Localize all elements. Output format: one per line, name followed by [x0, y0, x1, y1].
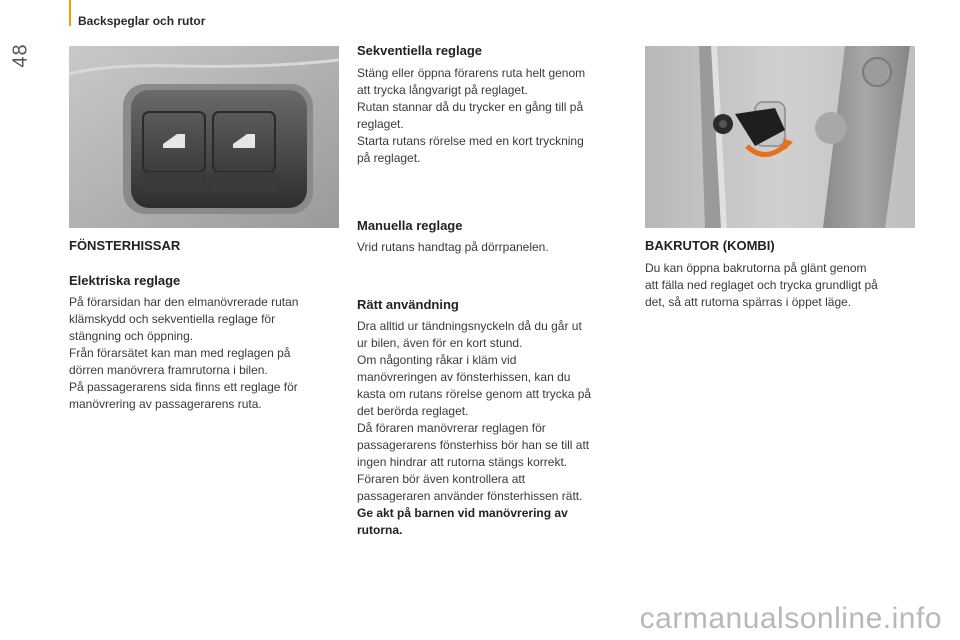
watermark: carmanualsonline.info: [639, 602, 942, 635]
fonsterhissar-heading: FÖNSTERHISSAR: [69, 238, 181, 253]
ratt-anvandning-text: Dra alltid ur tändningsnyckeln då du går ut ur bilen, även för en kort stund. Om någonting råkar i kläm vid manövreringen av fönsterhissen, kan du kasta om rutans rörelse genom att trycka på det berörda reglaget. Då föraren manövrerar reglagen för passagerarens fönsterhiss bör han se till att ingen hindrar att rutorna stängs korrekt. Föraren bör även kontrollera att passageraren använder fönsterhissen rätt. Ge akt på barnen vid manövrering av rutorna.: [357, 318, 632, 539]
window-switch-photo: [69, 46, 339, 228]
manuella-reglage-text: Vrid rutans handtag på dörrpanelen.: [357, 240, 549, 254]
rear-window-latch-photo: [645, 46, 915, 228]
sekventiella-reglage-text: Stäng eller öppna förarens ruta helt genom att trycka långvarigt på reglaget. Rutan stannar då du trycker en gång till på reglaget. Starta rutans rörelse med en kort tryckning på reglaget.: [357, 66, 586, 165]
manuella-reglage-heading: Manuella reglage: [357, 218, 463, 233]
child-safety-warning-line-2: rutorna.: [357, 523, 403, 537]
child-safety-warning-line-1: Ge akt på barnen vid manövrering av: [357, 506, 568, 520]
section-accent-bar: [69, 0, 71, 26]
elektriska-reglage-heading: Elektriska reglage: [69, 273, 181, 288]
bakrutor-heading: BAKRUTOR (KOMBI): [645, 238, 775, 253]
sekventiella-reglage-heading: Sekventiella reglage: [357, 43, 483, 58]
elektriska-reglage-text: På förarsidan har den elmanövrerade rutan klämskydd och sekventiella reglage för stängning och öppning. Från förarsätet kan man med reglagen på dörren manövrera framrutorna i bilen. På passagerarens sida finns ett reglage för manövrering av passagerarens ruta.: [69, 295, 299, 411]
ratt-anvandning-heading: Rätt användning: [357, 297, 459, 312]
section-title: Backspeglar och rutor: [78, 14, 206, 28]
bakrutor-text: Du kan öppna bakrutorna på glänt genom att fälla ned reglaget och trycka grundligt på det, så att rutorna spärras i öppet läge.: [645, 261, 878, 309]
page-number: 48: [9, 43, 32, 68]
